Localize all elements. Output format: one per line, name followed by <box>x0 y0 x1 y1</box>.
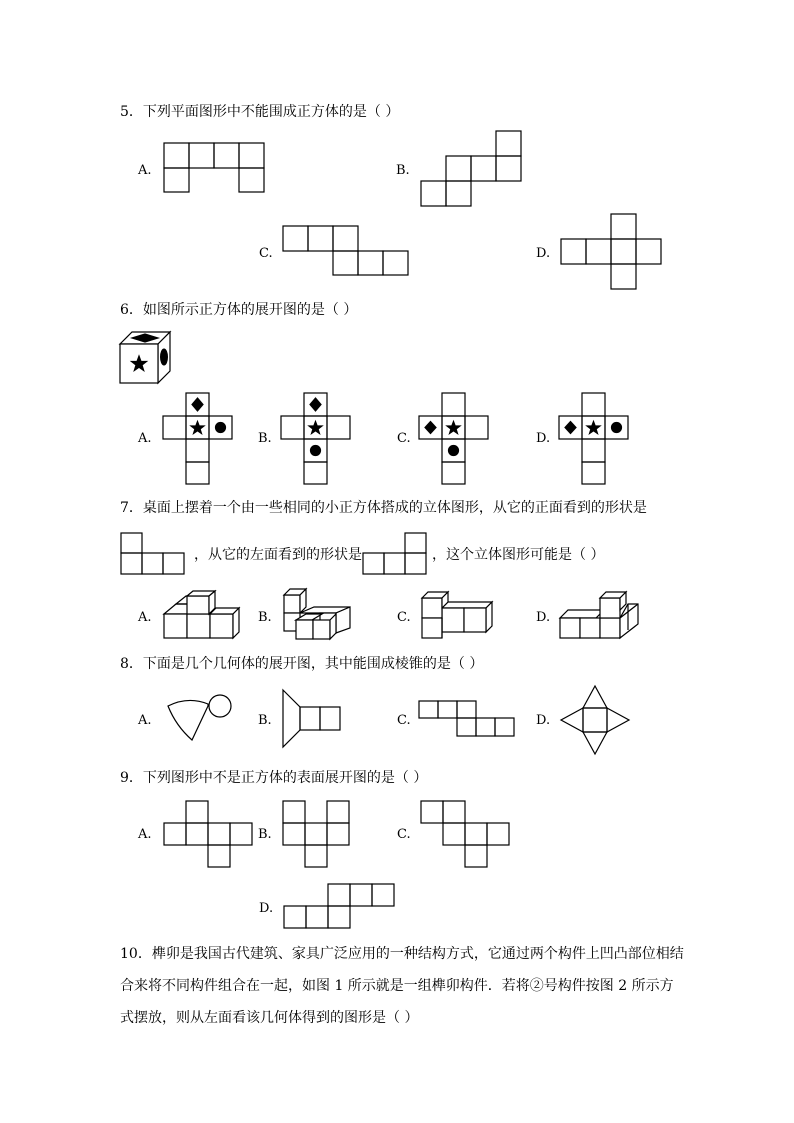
option-label-c: C. <box>397 713 411 728</box>
question-9-stem: 9．下列图形中不是正方体的表面展开图的是（ ） <box>120 770 428 786</box>
option-label-c: C. <box>259 246 273 261</box>
question-8-stem: 8．下面是几个几何体的展开图，其中能围成棱锥的是（ ） <box>120 656 484 672</box>
q6-cube-figure <box>118 330 172 386</box>
q8-net-b <box>282 688 346 750</box>
question-7-stem-end: ，这个立体图形可能是（ ） <box>432 547 605 563</box>
option-label-a: A. <box>138 713 152 728</box>
q6-net-a <box>162 392 234 486</box>
option-label-a: A. <box>138 431 152 446</box>
option-label-a: A. <box>138 610 152 625</box>
question-7-stem-mid: ，从它的左面看到的形状是 <box>194 547 362 563</box>
option-label-d: D. <box>259 901 274 916</box>
q7-front-view <box>120 532 188 576</box>
q9-net-a <box>163 800 255 870</box>
question-10-stem-line3: 式摆放，则从左面看该几何体得到的图形是（ ） <box>120 1010 419 1026</box>
q5-net-b <box>420 130 524 208</box>
q6-net-d <box>558 392 630 486</box>
q8-net-a <box>162 694 234 742</box>
q8-net-c <box>418 700 518 740</box>
option-label-b: B. <box>258 610 272 625</box>
question-6-stem: 6．如图所示正方体的展开图的是（ ） <box>120 302 358 318</box>
option-label-d: D. <box>536 431 551 446</box>
circle-icon <box>612 423 622 433</box>
diamond-icon <box>310 398 321 411</box>
q7-solid-b <box>282 588 354 642</box>
option-label-c: C. <box>397 610 411 625</box>
q6-net-c <box>418 392 490 486</box>
question-7-stem-line1: 7．桌面上摆着一个由一些相同的小正方体搭成的立体图形，从它的正面看到的形状是 <box>120 500 647 516</box>
q9-net-c <box>420 800 512 870</box>
star-icon <box>447 422 460 434</box>
q9-net-b <box>282 800 352 870</box>
option-label-a: A. <box>138 163 152 178</box>
option-label-b: B. <box>258 713 272 728</box>
diamond-icon <box>192 398 203 411</box>
q5-net-a <box>163 142 267 194</box>
option-label-d: D. <box>536 713 551 728</box>
circle-icon <box>311 446 321 456</box>
star-icon <box>587 422 600 434</box>
star-icon <box>191 422 204 434</box>
option-label-d: D. <box>536 610 551 625</box>
option-label-b: B. <box>258 431 272 446</box>
q7-left-view <box>362 532 430 576</box>
question-10-stem-line2: 合来将不同构件组合在一起，如图 1 所示就是一组榫卯构件．若将②号构件按图 2 所示方 <box>120 978 674 994</box>
q7-solid-a <box>162 590 238 640</box>
question-10-stem-line1: 10．榫卯是我国古代建筑、家具广泛应用的一种结构方式，它通过两个构件上凹凸部位相结 <box>120 946 684 962</box>
q8-net-d <box>560 685 630 755</box>
option-label-b: B. <box>396 163 410 178</box>
question-5-stem: 5．下列平面图形中不能围成正方体的是（ ） <box>120 104 400 120</box>
star-icon <box>309 422 322 434</box>
q6-net-b <box>280 392 352 486</box>
option-label-d: D. <box>536 246 551 261</box>
option-label-b: B. <box>258 827 272 842</box>
circle-icon <box>216 423 226 433</box>
diamond-icon <box>565 422 576 434</box>
option-label-c: C. <box>397 431 411 446</box>
option-label-c: C. <box>397 827 411 842</box>
q7-solid-c <box>420 590 496 640</box>
diamond-icon <box>425 422 436 434</box>
circle-icon <box>449 446 459 456</box>
q9-net-d <box>283 883 399 931</box>
option-label-a: A. <box>138 827 152 842</box>
q5-net-c <box>282 225 410 277</box>
q5-net-d <box>560 213 664 291</box>
q7-solid-d <box>558 590 642 640</box>
circle-icon <box>161 349 168 365</box>
